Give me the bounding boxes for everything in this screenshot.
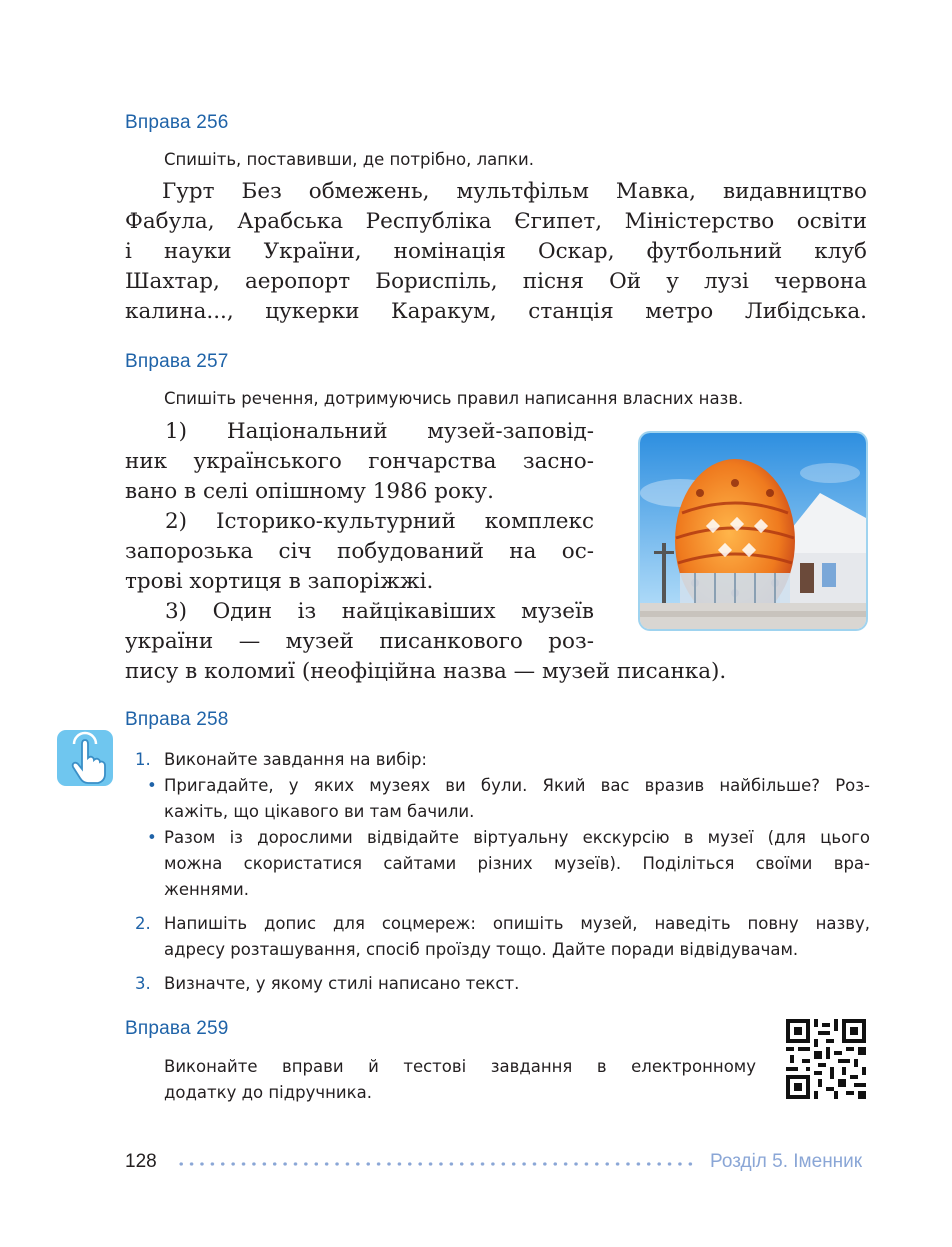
exercise-257-title: Вправа 257 (125, 351, 229, 372)
text-line: Гурт Без обмежень, мультфільм Мавка, видавництво (162, 179, 867, 204)
bullet: • (147, 776, 157, 795)
text-line: вано в селі опішному 1986 року. (125, 479, 494, 504)
qr-code[interactable] (786, 1019, 866, 1099)
page-number: 128 (125, 1151, 157, 1172)
text-line: україни — музей писанкового роз- (125, 629, 594, 654)
exercise-259-text (164, 1054, 756, 1106)
bullet: • (147, 828, 157, 847)
task-text: Пригадайте, у яких музеях ви були. Який вас вразив найбільше? Роз- (164, 776, 870, 795)
text-line: трові хортиця в запоріжжі. (125, 569, 434, 594)
text-line: пису в коломиї (неофіційна назва — музей писанка). (125, 659, 727, 684)
task-text: Визначте, у якому стилі написано текст. (164, 974, 520, 993)
task-number: 3. (135, 974, 151, 993)
exercise-258-title: Вправа 258 (125, 709, 229, 730)
text-line: Шахтар, аеропорт Бориспіль, пісня Ой у лузі червона (125, 269, 867, 294)
tap-hand-icon (57, 730, 113, 786)
section-title: Розділ 5. Іменник (710, 1151, 863, 1172)
task-number: 1. (135, 750, 151, 769)
exercise-258-tasks (135, 747, 870, 997)
task-number: 2. (135, 914, 151, 933)
text-line: 2) Історико-культурний комплекс (165, 509, 594, 534)
text-line: 1) Національний музей-заповід- (165, 419, 594, 444)
task-item-1 (135, 747, 870, 773)
footer-dots-divider (176, 1162, 696, 1166)
task-text: можна скористатися сайтами різних музеїв). Поділіться своїми вра- (164, 854, 870, 873)
task-bullet-2 (135, 825, 870, 903)
task-bullet-1 (135, 773, 870, 825)
text-line: Виконайте вправи й тестові завдання в електронному (164, 1057, 756, 1076)
task-text: женнями. (164, 880, 249, 899)
exercise-259-title: Вправа 259 (125, 1018, 229, 1039)
task-text: Напишіть допис для соцмереж: опишіть музей, наведіть повну назву, (164, 914, 870, 933)
task-text: Разом із дорослими відвідайте віртуальну екскурсію в музеї (для цього (164, 828, 870, 847)
task-item-2 (135, 911, 870, 963)
task-text: Виконайте завдання на вибір: (164, 750, 427, 769)
exercise-257-text-end (125, 657, 867, 687)
text-line: запорозька січ побудований на ос- (125, 539, 594, 564)
exercise-257-instruction: Спишіть речення, дотримуючись правил написання власних назв. (164, 389, 744, 408)
text-line: 3) Один із найцікавіших музеїв (165, 599, 594, 624)
text-line: Фабула, Арабська Республіка Єгипет, Міністерство освіти (125, 209, 867, 234)
exercise-256-text (125, 177, 867, 327)
task-text: адресу розташування, спосіб проїзду тощо. Дайте поради відвідувачам. (164, 940, 799, 959)
pysanka-museum-photo (640, 433, 866, 629)
task-text: кажіть, що цікавого ви там бачили. (164, 802, 475, 821)
exercise-257-text (125, 417, 594, 657)
text-line: ник українського гончарства засно- (125, 449, 594, 474)
exercise-256-title: Вправа 256 (125, 112, 229, 133)
exercise-256-instruction: Спишіть, поставивши, де потрібно, лапки. (164, 150, 534, 169)
text-line: і науки України, номінація Оскар, футбольний клуб (125, 239, 867, 264)
task-item-3 (135, 971, 870, 997)
text-line: калина..., цукерки Каракум, станція метро Либідська. (125, 299, 867, 324)
text-line: додатку до підручника. (164, 1083, 372, 1102)
